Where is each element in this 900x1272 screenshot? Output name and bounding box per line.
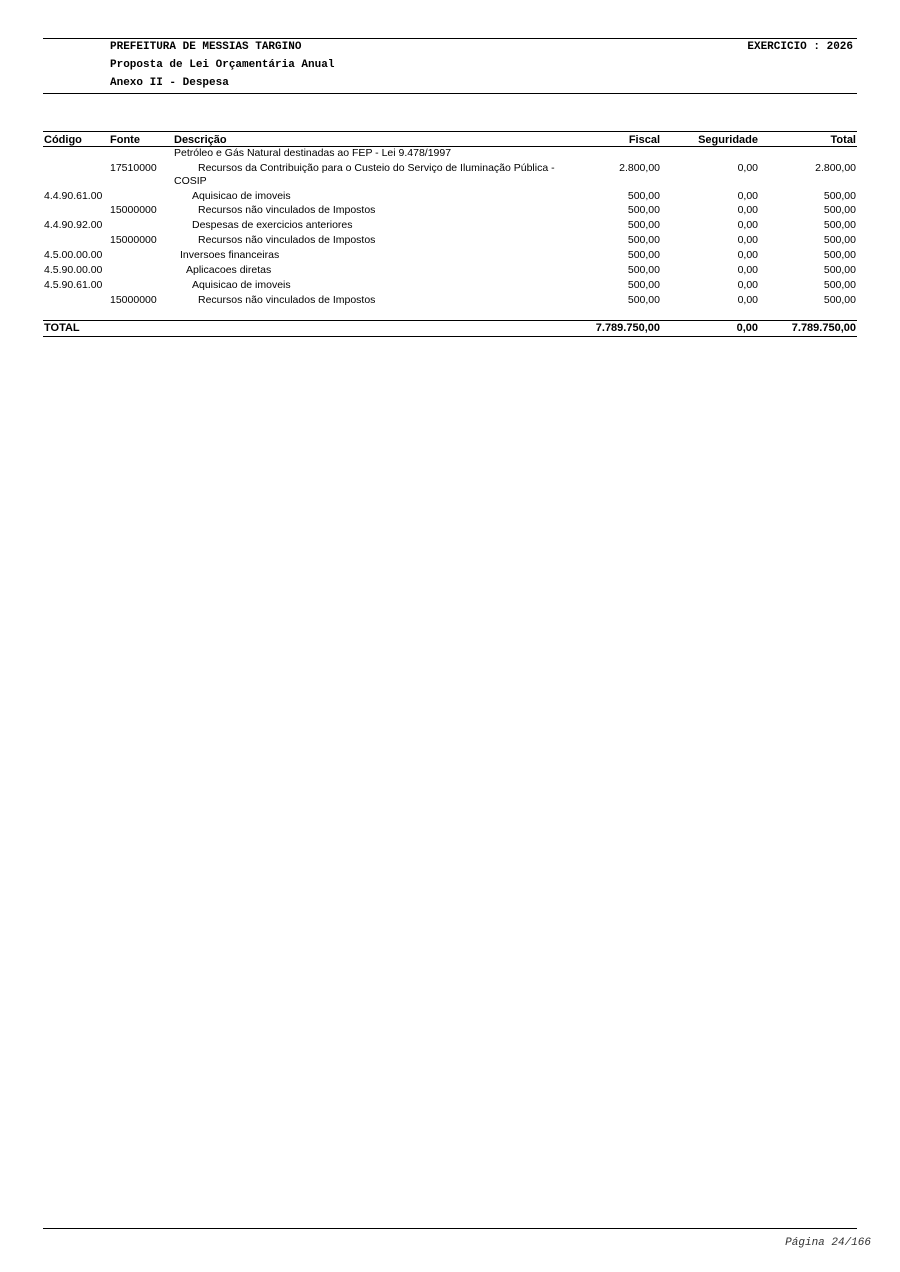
header-top-rule — [43, 38, 857, 39]
table-row-fonte: 15000000 — [110, 294, 157, 306]
table-row-descricao-continued: COSIP — [174, 175, 207, 187]
table-row-seguridade: 0,00 — [737, 190, 758, 202]
table-row-seguridade: 0,00 — [737, 234, 758, 246]
table-row-descricao: Petróleo e Gás Natural destinadas ao FEP - Lei 9.478/1997 — [174, 147, 452, 159]
col-total-header: Total — [830, 134, 856, 146]
table-row-fiscal: 500,00 — [627, 204, 660, 216]
table-row-seguridade: 0,00 — [737, 264, 758, 276]
header-bottom-rule — [43, 93, 857, 94]
table-row-fiscal: 500,00 — [627, 190, 660, 202]
annex-title: Anexo II - Despesa — [110, 77, 229, 89]
table-top-rule — [43, 131, 857, 132]
table-row-total: 500,00 — [823, 294, 856, 306]
table-row-descricao: Recursos não vinculados de Impostos — [198, 204, 376, 216]
page-number: Página 24/166 — [785, 1237, 871, 1249]
table-row-descricao: Aquisicao de imoveis — [192, 190, 291, 202]
col-codigo-header: Código — [44, 134, 82, 146]
table-row-fiscal: 500,00 — [627, 219, 660, 231]
table-row-fiscal: 2.800,00 — [619, 162, 660, 174]
table-row-seguridade: 0,00 — [737, 279, 758, 291]
col-fonte-header: Fonte — [110, 134, 140, 146]
table-row-seguridade: 0,00 — [737, 219, 758, 231]
table-row-descricao: Inversoes financeiras — [180, 249, 280, 261]
table-row-fiscal: 500,00 — [627, 279, 660, 291]
table-row-seguridade: 0,00 — [737, 204, 758, 216]
exercise-year: EXERCICIO : 2026 — [747, 41, 853, 53]
table-row-fonte: 17510000 — [110, 162, 157, 174]
total-fiscal: 7.789.750,00 — [595, 322, 660, 334]
entity-name: PREFEITURA DE MESSIAS TARGINO — [110, 41, 302, 53]
table-row-fiscal: 500,00 — [627, 294, 660, 306]
table-row-fonte: 15000000 — [110, 234, 157, 246]
table-row-descricao: Despesas de exercicios anteriores — [192, 219, 353, 231]
table-row-codigo: 4.5.90.61.00 — [44, 279, 103, 291]
table-row-codigo: 4.5.00.00.00 — [44, 249, 103, 261]
table-row-seguridade: 0,00 — [737, 162, 758, 174]
table-row-fonte: 15000000 — [110, 204, 157, 216]
table-row-total: 500,00 — [823, 264, 856, 276]
table-row-descricao: Aplicacoes diretas — [186, 264, 272, 276]
col-fiscal-header: Fiscal — [628, 134, 660, 146]
table-row-fiscal: 500,00 — [627, 234, 660, 246]
total-top-rule — [43, 320, 857, 321]
table-row-total: 500,00 — [823, 204, 856, 216]
table-row-total: 500,00 — [823, 190, 856, 202]
table-row-descricao: Recursos não vinculados de Impostos — [198, 234, 376, 246]
footer-rule — [43, 1228, 857, 1229]
table-row-codigo: 4.4.90.92.00 — [44, 219, 103, 231]
table-row-descricao: Recursos não vinculados de Impostos — [198, 294, 376, 306]
table-row-fiscal: 500,00 — [627, 264, 660, 276]
total-bottom-rule — [43, 336, 857, 337]
total-seguridade: 0,00 — [736, 322, 758, 334]
table-row-codigo: 4.5.90.00.00 — [44, 264, 103, 276]
table-row-descricao: Aquisicao de imoveis — [192, 279, 291, 291]
col-seguridade-header: Seguridade — [698, 134, 758, 146]
table-row-seguridade: 0,00 — [737, 249, 758, 261]
col-descricao-header: Descrição — [174, 134, 227, 146]
total-label: TOTAL — [44, 322, 80, 334]
table-row-total: 2.800,00 — [815, 162, 856, 174]
total-total: 7.789.750,00 — [791, 322, 856, 334]
table-row-total: 500,00 — [823, 234, 856, 246]
table-row-total: 500,00 — [823, 219, 856, 231]
table-row-total: 500,00 — [823, 279, 856, 291]
table-row-codigo: 4.4.90.61.00 — [44, 190, 103, 202]
table-row-descricao: Recursos da Contribuição para o Custeio do Serviço de Iluminação Pública - — [198, 162, 555, 174]
table-row-seguridade: 0,00 — [737, 294, 758, 306]
table-row-total: 500,00 — [823, 249, 856, 261]
report-subtitle: Proposta de Lei Orçamentária Anual — [110, 59, 335, 71]
table-row-fiscal: 500,00 — [627, 249, 660, 261]
